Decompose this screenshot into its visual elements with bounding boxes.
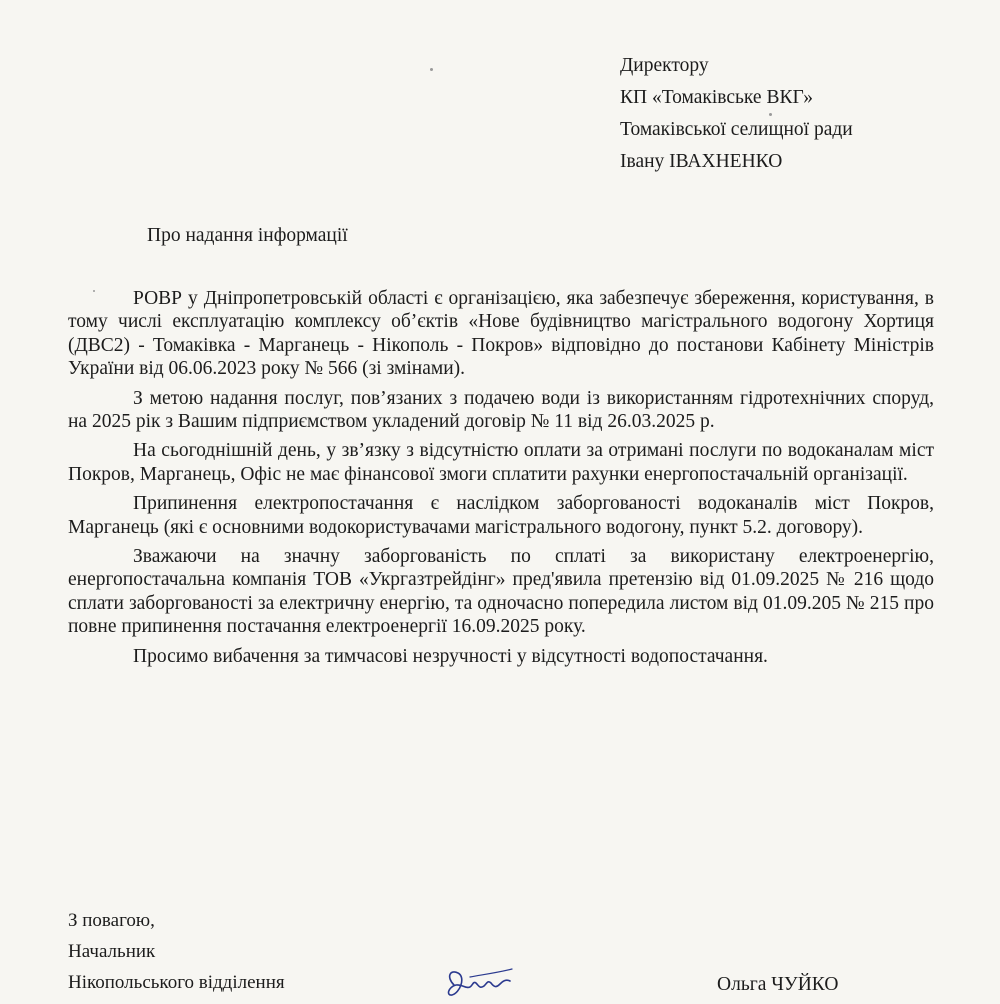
letter-body [68, 287, 934, 674]
signatory-department: Нікопольського відділення [68, 972, 285, 993]
signatory-position: Начальник [68, 941, 156, 962]
handwritten-signature [440, 965, 520, 1001]
body-paragraph: Припинення електропостачання є наслідком заборгованості водоканалів міст Покров, Марганець (які є основними водокористувачами магістрального водогону, пункт 5.2. договору). [68, 493, 934, 538]
signatory-name: Ольга ЧУЙКО [717, 974, 839, 995]
body-paragraph: Просимо вибачення за тимчасові незручності у відсутності водопостачання. [133, 645, 768, 667]
scan-speck [769, 113, 772, 116]
addressee-block [620, 50, 853, 178]
body-paragraph: РОВР у Дніпропетровській області є організацією, яка забезпечує збереження, користування, в тому числі експлуатацію комплексу об’єктів «Нове будівництво магістрального водогону Хортиця (ДВС2) - Томаківка - Марганець - Нікополь - Покров» відповідно до постанови Кабінету Міністрів України від 06.06.2023 року № 566 (зі змінами). [68, 288, 934, 380]
addressee-council: Томаківської селищної ради [620, 119, 853, 140]
addressee-title: Директору [620, 55, 709, 76]
body-paragraph: На сьогоднішній день, у зв’язку з відсутністю оплати за отримані послуги по водоканалам міст Покров, Марганець, Офіс не має фінансової змоги сплатити рахунки енергопостачальній організації. [68, 440, 934, 485]
scan-speck [430, 68, 433, 71]
signature-block [68, 905, 285, 998]
addressee-organization: КП «Томаківське ВКГ» [620, 87, 814, 108]
letter-subject: Про надання інформації [147, 225, 348, 246]
closing-regards: З повагою, [68, 910, 155, 931]
body-paragraph: Зважаючи на значну заборгованість по сплаті за використану електроенергію, енергопостачальна компанія ТОВ «Укргазтрейдінг» пред'явила претензію від 01.09.2025 № 216 щодо сплати заборгованості за електричну енергію, та одночасно попередила листом від 01.09.205 № 215 про повне припинення постачання електроенергії 16.09.2025 року. [68, 546, 934, 638]
addressee-name: Івану ІВАХНЕНКО [620, 151, 783, 172]
body-paragraph: З метою надання послуг, пов’язаних з подачею води із використанням гідротехнічних споруд, на 2025 рік з Вашим підприємством укладений договір № 11 від 26.03.2025 р. [68, 387, 934, 433]
scan-speck [93, 290, 95, 292]
